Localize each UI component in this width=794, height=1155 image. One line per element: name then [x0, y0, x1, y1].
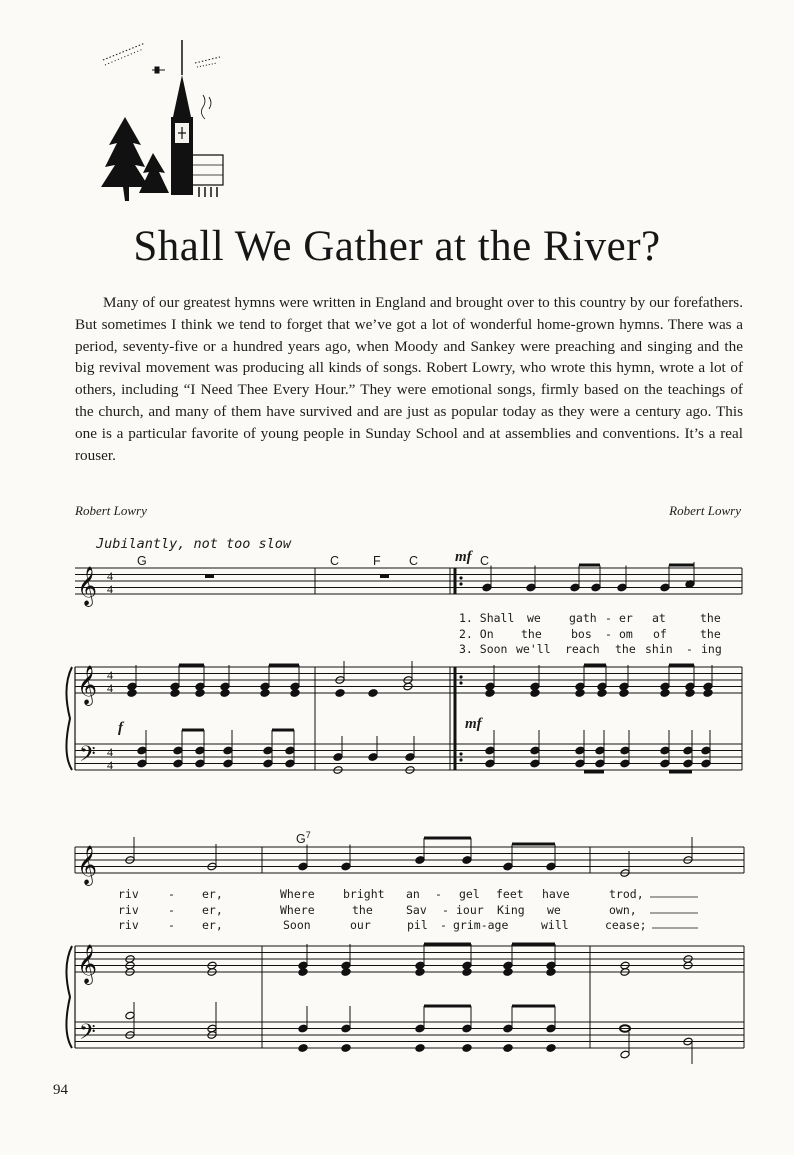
chord-symbol: C — [330, 554, 340, 568]
lyric-syllable: the — [700, 627, 721, 641]
chord-symbol: $G^7$ — [296, 830, 311, 847]
dynamic-marking: mf — [455, 549, 472, 565]
lyric-syllable: shin — [645, 642, 673, 656]
lyric-syllable: - — [686, 642, 693, 656]
lyric-syllable: bos — [571, 627, 592, 641]
lyric-syllable: of — [653, 627, 667, 641]
time-signature: 4 — [107, 668, 113, 682]
lyric-syllable: pil — [407, 918, 428, 932]
lyric-syllable: an — [406, 887, 420, 901]
lyric-syllable: Sav — [406, 903, 427, 917]
lyric-syllable: - — [168, 887, 175, 901]
lyric-syllable: reach — [565, 642, 600, 656]
chord-symbol: C — [409, 554, 419, 568]
lyric-syllable: the — [615, 642, 636, 656]
lyric-syllable: - — [168, 903, 175, 917]
lyric-syllable: - — [440, 918, 447, 932]
lyric-syllable: bright — [343, 887, 385, 901]
lyric-syllable: we — [527, 611, 541, 625]
lyric-syllable: have — [542, 887, 570, 901]
lyric-syllable: riv — [118, 903, 139, 917]
lyric-syllable: om — [619, 627, 633, 641]
lyric-syllable: iour — [456, 903, 484, 917]
lyric-syllable: - — [168, 918, 175, 932]
lyric-syllable: we — [547, 903, 561, 917]
lyric-syllable: - — [605, 611, 612, 625]
lyric-syllable: er, — [202, 918, 223, 932]
chord-symbol: C — [480, 554, 490, 568]
music-credit: Robert Lowry — [669, 503, 741, 518]
lyric-syllable: Where — [280, 903, 315, 917]
lyric-syllable: will — [541, 918, 569, 932]
bass-clef-icon: 𝄢 — [79, 1020, 96, 1050]
lyric-syllable: our — [350, 918, 371, 932]
chord-symbol: F — [373, 554, 381, 568]
lyric-syllable: at — [652, 611, 666, 625]
lyric-syllable: grim-age — [453, 918, 509, 932]
lyric-syllable: er, — [202, 903, 223, 917]
time-signature: 4 — [107, 745, 113, 759]
lyric-syllable: - — [605, 627, 612, 641]
lyric-syllable: 1. Shall — [459, 611, 515, 625]
time-signature: 4 — [107, 681, 113, 695]
lyric-syllable: trod, — [609, 887, 644, 901]
lyric-syllable: King — [497, 903, 525, 917]
lyric-syllable: - — [442, 903, 449, 917]
lyric-syllable: Where — [280, 887, 315, 901]
lyric-syllable: 3. Soon — [459, 642, 508, 656]
lyric-syllable: cease; — [605, 918, 647, 932]
bass-clef-icon: 𝄢 — [79, 742, 96, 772]
time-signature: 4 — [107, 758, 113, 772]
treble-clef-icon: 𝄞 — [77, 845, 98, 885]
lyric-syllable: own, — [609, 903, 637, 917]
words-credit: Robert Lowry — [75, 503, 147, 518]
lyric-syllable: Soon — [283, 918, 311, 932]
lyric-syllable: ing — [701, 642, 722, 656]
lyric-syllable: riv — [118, 918, 139, 932]
page-number: 94 — [53, 1082, 68, 1098]
lyric-syllable: 2. On — [459, 627, 494, 641]
lyric-syllable: gath — [569, 611, 597, 625]
chord-symbol: G — [137, 554, 147, 568]
time-signature: 4 — [107, 582, 113, 596]
treble-clef-icon: 𝄞 — [77, 566, 98, 606]
lyric-syllable: the — [700, 611, 721, 625]
hymn-title: Shall We Gather at the River? — [133, 223, 661, 270]
lyric-syllable: er, — [202, 887, 223, 901]
lyric-syllable: riv — [118, 887, 139, 901]
treble-clef-icon: 𝄞 — [77, 944, 98, 984]
treble-clef-icon: 𝄞 — [77, 665, 98, 705]
lyric-syllable: the — [352, 903, 373, 917]
lyric-syllable: we'll — [516, 642, 551, 656]
tempo-marking: Jubilantly, not too slow — [96, 536, 292, 552]
lyric-syllable: feet — [496, 887, 524, 901]
introduction-paragraph: Many of our greatest hymns were written in England and brought over to this country by our forefathers. But sometimes I think we tend to forget that we’ve got a lot of wonderful home-grown hymns. There was a period, seventy-five or a hundred years ago, when Moody and Sankey were preaching and singing and the big revival movement was producing all kinds of songs. Robert Lowry, who wrote this hymn, wrote a lot of others, including “I Need Thee Every Hour.” They were emotional songs, firmly based on the teachings of the church, and many of them have survived and are just as popular today as they were a century ago. This one is a particular favorite of young people in Sunday School and at assemblies and conventions. It’s a real rouser. — [75, 294, 743, 464]
lyric-syllable: - — [435, 887, 442, 901]
lyric-syllable: gel — [459, 887, 480, 901]
lyric-syllable: er — [619, 611, 633, 625]
dynamic-marking: mf — [465, 716, 482, 732]
lyric-syllable: the — [521, 627, 542, 641]
time-signature: 4 — [107, 569, 113, 583]
dynamic-marking: f — [118, 720, 123, 736]
